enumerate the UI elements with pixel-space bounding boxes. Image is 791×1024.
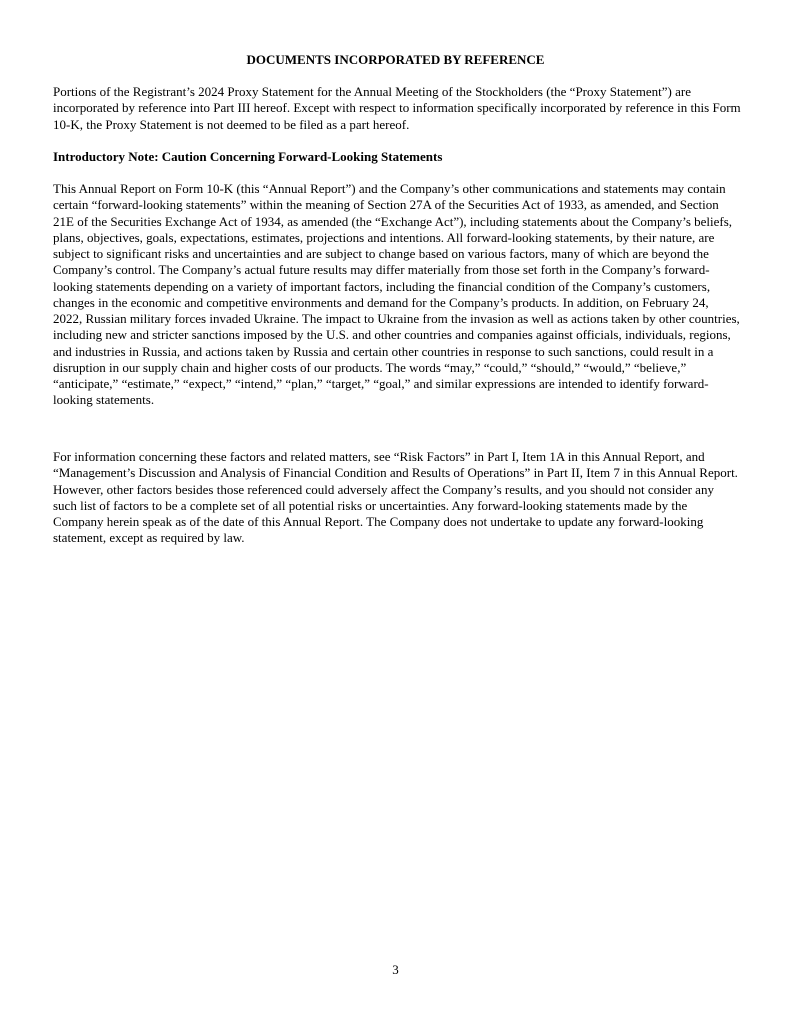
risk-factors-paragraph: For information concerning these factors and related matters, see “Risk Factors” in Part I, Item 1A in this Annual Report, and “Management’s Discussion and Analysis of Financial Condition and Results of Operations” in Part II, Item 7 in this Annual Report. However, other factors besides those referenced could adversely affect the Company’s results, and you should not consider any such list of factors to be a complete set of all potential risks or uncertainties. Any forward-looking statements made by the Company herein speak as of the date of this Annual Report. The Company does not undertake to update any forward-looking statement, except as required by law. bbox=[53, 449, 738, 546]
section-heading: DOCUMENTS INCORPORATED BY REFERENCE bbox=[246, 52, 545, 67]
intro-paragraph: Portions of the Registrant’s 2024 Proxy Statement for the Annual Meeting of the Stockholders (the “Proxy Statement”) are incorporated by reference into Part III hereof. Except with respect to information specifically incorporated by reference in this Form 10-K, the Proxy Statement is not deemed to be filed as a part hereof. bbox=[53, 84, 741, 132]
forward-looking-subheading: Introductory Note: Caution Concerning Forward-Looking Statements bbox=[53, 149, 443, 164]
forward-looking-paragraph: This Annual Report on Form 10-K (this “Annual Report”) and the Company’s other communications and statements may contain certain “forward-looking statements” within the meaning of Section 27A of the Securities Act of 1933, as amended, and Section 21E of the Securities Exchange Act of 1934, as amended (the “Exchange Act”), including statements about the Company’s beliefs, plans, objectives, goals, expectations, estimates, projections and intentions. All forward-looking statements, by their nature, are subject to significant risks and uncertainties and are subject to change based on various factors, many of which are beyond the Company’s control. The Company’s actual future results may differ materially from those set forth in the Company’s forward-looking statements depending on a variety of important factors, including the financial condition of the Company’s customers, changes in the economic and competitive environments and demand for the Company’s products. In addition, on February 24, 2022, Russian military forces invaded Ukraine. The impact to Ukraine from the invasion as well as actions taken by other countries, including new and stricter sanctions imposed by the U.S. and other countries and companies against officials, individuals, regions, and industries in Russia, and actions taken by Russia and certain other countries in response to such sanctions, could result in a disruption in our supply chain and higher costs of our products. The words “may,” “could,” “should,” “would,” “believe,” “anticipate,” “estimate,” “expect,” “intend,” “plan,” “target,” “goal,” and similar expressions are intended to identify forward-looking statements. bbox=[53, 181, 740, 408]
page-number: 3 bbox=[392, 962, 399, 977]
